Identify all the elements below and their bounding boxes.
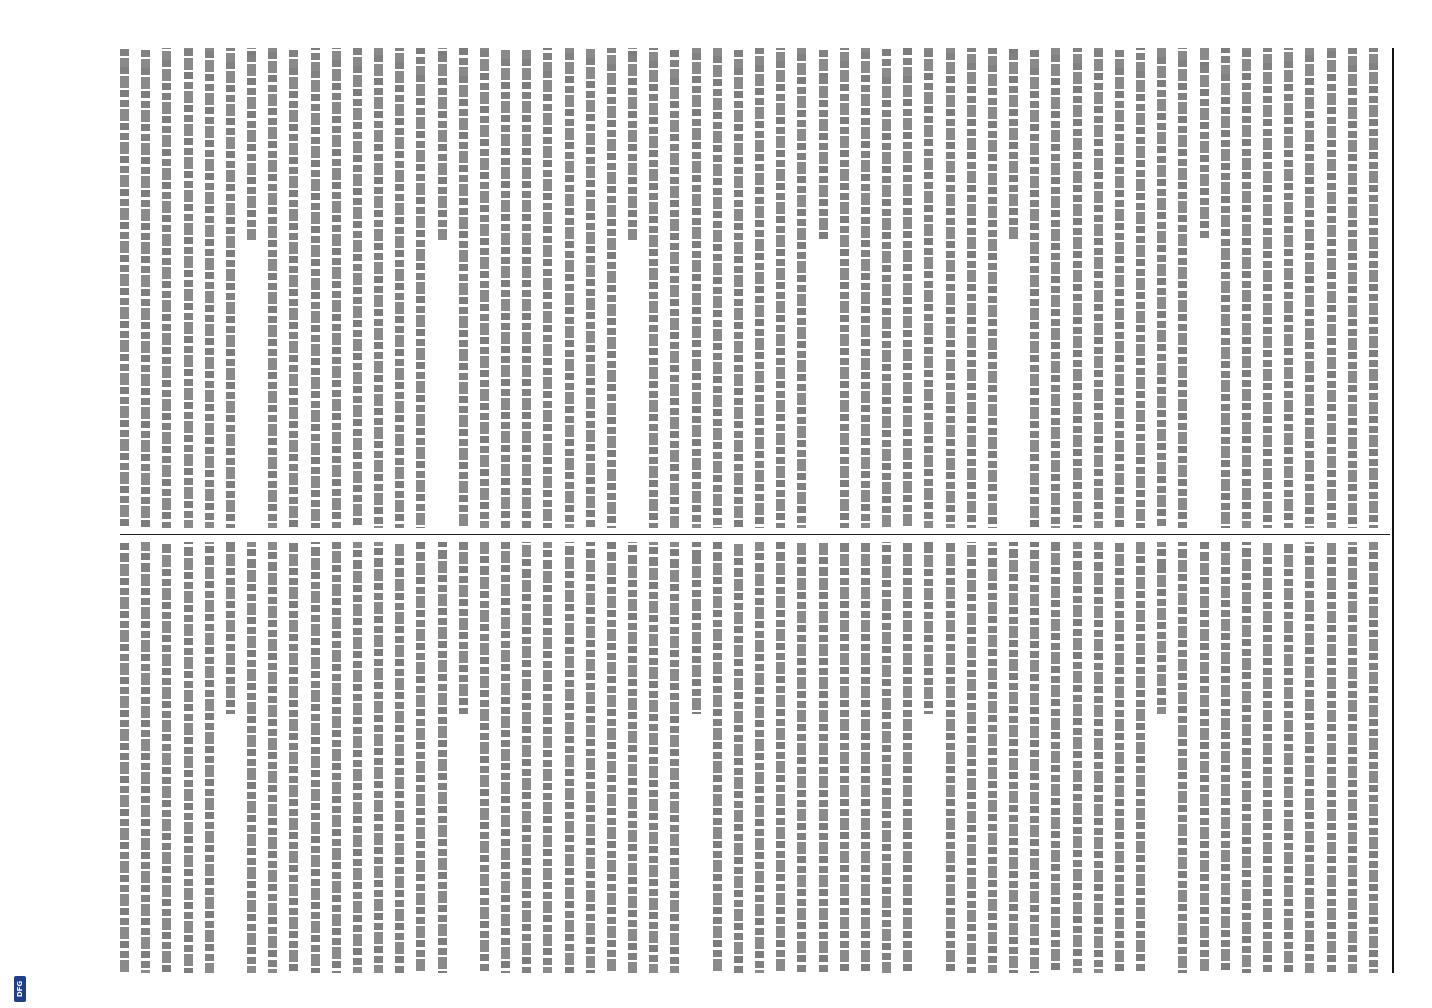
illegible-text-line <box>459 542 468 714</box>
illegible-text-line <box>734 48 743 528</box>
illegible-text-line <box>946 542 955 973</box>
illegible-text-line <box>332 542 341 973</box>
illegible-text-line <box>565 48 574 528</box>
running-header <box>1396 48 1420 973</box>
illegible-text-line <box>1136 48 1145 528</box>
illegible-text-line <box>1369 542 1378 973</box>
illegible-text-line <box>692 48 701 528</box>
illegible-text-line <box>776 542 785 973</box>
illegible-text-line <box>1073 542 1082 973</box>
illegible-text-line <box>1157 48 1166 528</box>
illegible-text-line <box>374 542 383 973</box>
illegible-text-line <box>797 48 806 528</box>
illegible-text-line <box>797 542 806 973</box>
illegible-text-line <box>459 48 468 528</box>
illegible-text-line <box>395 542 404 973</box>
illegible-text-line <box>522 48 531 528</box>
illegible-text-line <box>438 542 447 973</box>
illegible-text-line <box>840 542 849 973</box>
illegible-text-line <box>628 542 637 973</box>
illegible-text-line <box>162 48 171 528</box>
illegible-text-line <box>819 542 828 973</box>
illegible-text-line <box>226 542 235 714</box>
illegible-text-line <box>1221 48 1230 528</box>
illegible-text-line <box>268 542 277 973</box>
illegible-text-line <box>988 48 997 528</box>
digitization-footer <box>12 8 28 1008</box>
illegible-text-line <box>522 542 531 973</box>
illegible-text-line <box>903 48 912 528</box>
illegible-text-line <box>840 48 849 528</box>
illegible-text-line <box>649 542 658 973</box>
illegible-text-line <box>882 542 891 973</box>
illegible-text-line <box>1094 542 1103 973</box>
illegible-text-line <box>205 48 214 528</box>
illegible-text-line <box>607 48 616 528</box>
illegible-text-line <box>543 48 552 528</box>
illegible-text-line <box>1200 542 1209 973</box>
illegible-text-line <box>903 542 912 973</box>
illegible-text-line <box>861 48 870 528</box>
illegible-text-line <box>226 48 235 528</box>
illegible-text-line <box>141 48 150 528</box>
illegible-text-line <box>395 48 404 528</box>
illegible-text-line <box>1073 48 1082 528</box>
illegible-text-line <box>1327 48 1336 528</box>
illegible-text-line <box>501 542 510 973</box>
header-rule <box>1392 48 1394 973</box>
illegible-text-line <box>416 48 425 528</box>
illegible-text-line <box>205 542 214 973</box>
illegible-text-line <box>607 542 616 973</box>
illegible-text-line <box>1178 542 1187 973</box>
illegible-text-line <box>670 48 679 528</box>
illegible-text-line <box>438 48 447 240</box>
illegible-text-line <box>480 48 489 528</box>
illegible-text-line <box>988 542 997 973</box>
illegible-text-line <box>184 48 193 528</box>
illegible-text-line <box>1327 542 1336 973</box>
illegible-text-line <box>1305 542 1314 973</box>
illegible-text-line <box>1242 48 1251 528</box>
page-number <box>1396 48 1420 108</box>
illegible-text-line <box>565 542 574 973</box>
illegible-text-line <box>1221 542 1230 973</box>
illegible-text-line <box>1263 542 1272 973</box>
illegible-text-line <box>1030 48 1039 528</box>
illegible-text-line <box>924 542 933 714</box>
illegible-text-line <box>776 48 785 528</box>
illegible-text-line <box>120 542 129 973</box>
illegible-text-line <box>289 48 298 528</box>
illegible-text-line <box>946 48 955 528</box>
illegible-text-line <box>311 542 320 973</box>
illegible-text-line <box>649 48 658 528</box>
illegible-text-line <box>1200 48 1209 240</box>
illegible-text-line <box>1348 542 1357 973</box>
illegible-text-line <box>861 542 870 973</box>
illegible-text-line <box>1051 48 1060 528</box>
illegible-text-line <box>1094 48 1103 528</box>
illegible-text-line <box>1348 48 1357 528</box>
column-divider <box>120 534 1390 535</box>
illegible-text-line <box>1157 542 1166 714</box>
scanned-page <box>8 8 1424 998</box>
illegible-text-line <box>670 542 679 973</box>
illegible-text-line <box>924 48 933 528</box>
illegible-text-line <box>882 48 891 528</box>
illegible-text-line <box>755 48 764 528</box>
illegible-text-line <box>967 48 976 528</box>
illegible-text-line <box>1242 542 1251 973</box>
illegible-text-line <box>120 48 129 528</box>
illegible-text-line <box>586 48 595 528</box>
illegible-text-line <box>1030 542 1039 973</box>
illegible-text-line <box>713 542 722 973</box>
illegible-text-line <box>162 542 171 973</box>
illegible-text-line <box>1284 542 1293 973</box>
illegible-text-line <box>353 542 362 973</box>
text-column-upper <box>120 48 1390 528</box>
illegible-text-line <box>353 48 362 528</box>
illegible-text-line <box>755 542 764 973</box>
illegible-text-line <box>501 48 510 528</box>
illegible-text-line <box>692 542 701 714</box>
illegible-text-line <box>311 48 320 528</box>
illegible-text-line <box>1178 48 1187 528</box>
illegible-text-line <box>184 542 193 973</box>
dfg-logo-icon: DFG <box>14 976 26 1002</box>
illegible-text-line <box>480 542 489 973</box>
illegible-text-line <box>289 542 298 973</box>
illegible-text-line <box>416 542 425 973</box>
illegible-text-line <box>819 48 828 240</box>
illegible-text-line <box>247 542 256 973</box>
text-column-lower <box>120 542 1390 973</box>
illegible-text-line <box>1263 48 1272 528</box>
illegible-text-line <box>1369 48 1378 528</box>
illegible-text-line <box>1051 542 1060 973</box>
illegible-text-line <box>374 48 383 528</box>
illegible-text-line <box>1009 542 1018 973</box>
illegible-text-line <box>141 542 150 973</box>
illegible-text-line <box>332 48 341 528</box>
newspaper-page <box>120 48 1420 973</box>
illegible-text-line <box>1115 48 1124 528</box>
illegible-text-line <box>247 48 256 240</box>
illegible-text-line <box>268 48 277 528</box>
illegible-text-line <box>1136 542 1145 973</box>
illegible-text-line <box>967 542 976 973</box>
illegible-text-line <box>586 542 595 973</box>
illegible-text-line <box>1009 48 1018 240</box>
illegible-text-line <box>1305 48 1314 528</box>
illegible-text-line <box>713 48 722 528</box>
illegible-text-line <box>628 48 637 240</box>
illegible-text-line <box>734 542 743 973</box>
illegible-text-line <box>1284 48 1293 528</box>
illegible-text-line <box>1115 542 1124 973</box>
illegible-text-line <box>543 542 552 973</box>
